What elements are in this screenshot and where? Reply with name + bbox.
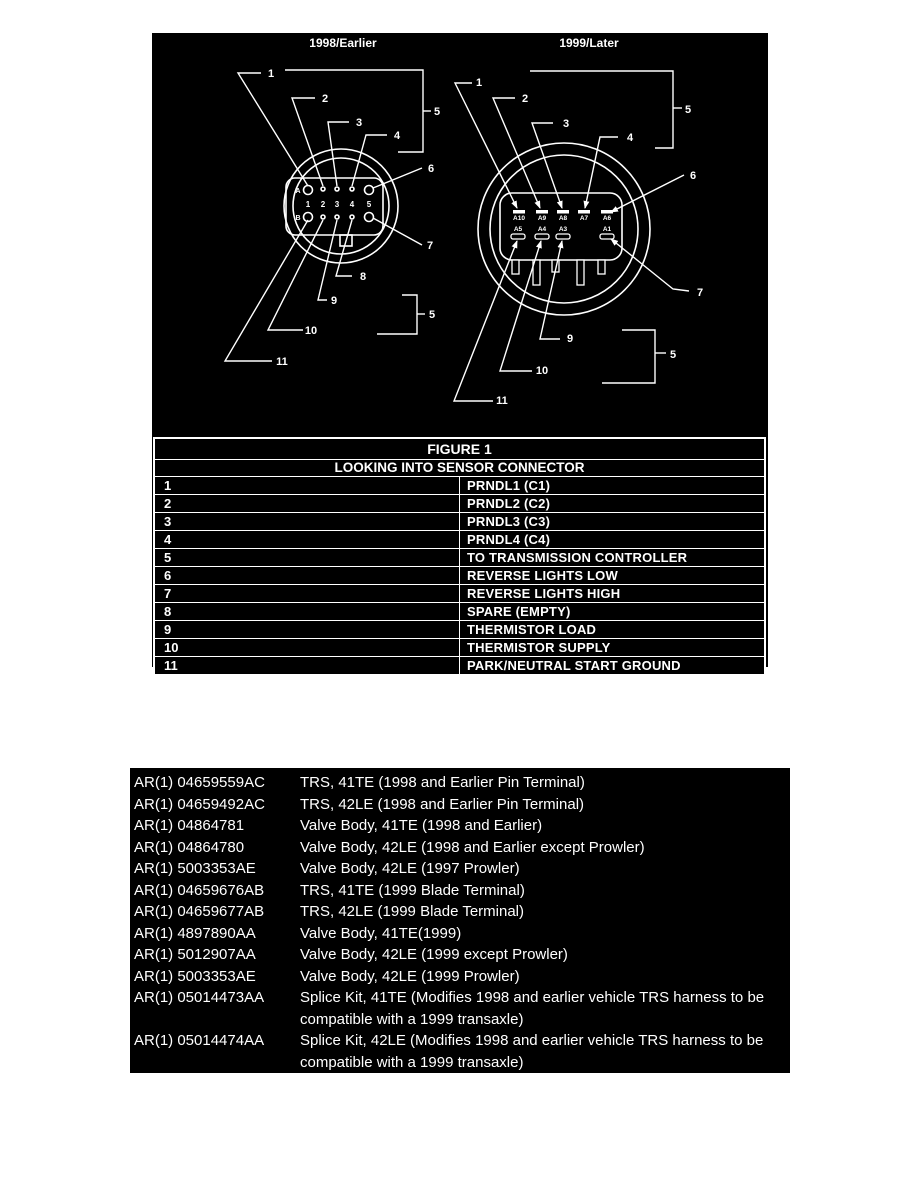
parts-table — [134, 772, 786, 1073]
pin-number: 6 — [154, 567, 460, 585]
parts-row — [134, 1030, 786, 1073]
part-description: Valve Body, 41TE(1999) — [300, 924, 462, 942]
pin-function-table — [153, 437, 766, 676]
parts-row — [134, 923, 786, 945]
part-description: TRS, 42LE (1999 Blade Terminal) — [300, 903, 525, 920]
part-description: Valve Body, 42LE (1999 Prowler) — [300, 967, 520, 985]
pin-function: PRNDL3 (C3) — [460, 513, 766, 531]
pin-number: 9 — [154, 621, 460, 639]
part-number: 05014473AA — [177, 989, 265, 1006]
pin-function: PARK/NEUTRAL START GROUND — [460, 657, 766, 676]
pin-function: PRNDL4 (C4) — [460, 531, 766, 549]
pin-number: 5 — [154, 549, 460, 567]
callout-label: 11 — [276, 356, 288, 368]
parts-panel — [130, 768, 790, 1073]
table-row — [154, 531, 765, 549]
callout-label: 10 — [535, 365, 549, 377]
pin-number: 10 — [154, 639, 460, 657]
left-connector-pins-bottom — [304, 213, 374, 222]
parts-row — [134, 837, 786, 859]
pin-label: 4 — [349, 200, 355, 209]
part-number: 04864781 — [177, 817, 245, 834]
part-number-cell — [134, 794, 300, 816]
part-quantity: AR(1) — [134, 946, 174, 963]
parts-row — [134, 880, 786, 902]
table-title-row — [154, 438, 765, 460]
pin-label: A10 — [513, 215, 525, 222]
callout-label: 9 — [330, 295, 338, 307]
pin-function: REVERSE LIGHTS HIGH — [460, 585, 766, 603]
part-number: 04659492AC — [177, 795, 265, 813]
callout-label: 9 — [566, 333, 574, 345]
part-quantity: AR(1) — [134, 817, 174, 834]
left-connector-pins-top — [304, 186, 374, 195]
table-row — [154, 621, 765, 639]
callout-label: 4 — [626, 132, 634, 144]
pin-label: A1 — [602, 226, 612, 233]
pin-function: THERMISTOR SUPPLY — [460, 639, 766, 657]
part-quantity: AR(1) — [134, 860, 174, 877]
parts-row — [134, 987, 786, 1030]
right-connector-diagram — [454, 36, 703, 407]
pin-function: SPARE (EMPTY) — [460, 603, 766, 621]
pin-function: REVERSE LIGHTS LOW — [460, 567, 766, 585]
part-number: 5003353AE — [177, 860, 256, 877]
part-quantity: AR(1) — [134, 903, 174, 920]
callout-label: 6 — [689, 170, 697, 182]
parts-row — [134, 794, 786, 816]
pin-function: PRNDL2 (C2) — [460, 495, 766, 513]
callout-label: 1 — [475, 77, 483, 89]
table-row — [154, 639, 765, 657]
connector-diagram — [152, 33, 768, 437]
part-quantity: AR(1) — [134, 924, 174, 942]
callout-label: 11 — [496, 395, 508, 407]
part-description: Splice Kit, 42LE (Modifies 1998 and earlier vehicle TRS harness to be compatible with a 1999 transaxle) — [300, 1032, 764, 1071]
callout-label: 2 — [321, 93, 329, 105]
pin-label: 1 — [305, 200, 311, 209]
part-description: Valve Body, 41TE (1998 and Earlier) — [300, 817, 543, 834]
left-callout-lines — [225, 70, 434, 361]
pin-number: 7 — [154, 585, 460, 603]
parts-row — [134, 901, 786, 923]
pin-label: B — [295, 215, 301, 222]
part-description: TRS, 42LE (1998 and Earlier Pin Terminal) — [300, 795, 585, 813]
callout-label: 1 — [267, 68, 275, 80]
right-connector-blades-bottom — [511, 234, 614, 239]
part-number-cell — [134, 901, 300, 923]
table-subtitle-row — [154, 460, 765, 477]
part-quantity: AR(1) — [134, 838, 174, 856]
table-row — [154, 495, 765, 513]
figure-table-title: FIGURE 1 — [154, 438, 765, 460]
table-row — [154, 585, 765, 603]
part-description: Valve Body, 42LE (1998 and Earlier except Prowler) — [300, 838, 645, 856]
callout-label: 8 — [359, 271, 367, 283]
left-connector-diagram — [225, 36, 440, 368]
pin-function: THERMISTOR LOAD — [460, 621, 766, 639]
pin-label: A9 — [537, 215, 547, 222]
pin-function: TO TRANSMISSION CONTROLLER — [460, 549, 766, 567]
parts-row — [134, 966, 786, 988]
callout-label: 3 — [355, 117, 363, 129]
pin-label: A — [295, 188, 301, 195]
callout-label: 2 — [521, 93, 529, 105]
pin-label: A7 — [579, 215, 589, 222]
part-number: 04659676AB — [177, 881, 265, 899]
part-quantity: AR(1) — [134, 774, 174, 791]
callout-label: 6 — [427, 163, 435, 175]
callout-label: 7 — [696, 287, 704, 299]
callout-label: 7 — [426, 240, 434, 252]
table-row — [154, 549, 765, 567]
right-diagram-title: 1999/Later — [559, 36, 619, 50]
pin-function: PRNDL1 (C1) — [460, 477, 766, 495]
part-description: Valve Body, 42LE (1997 Prowler) — [300, 860, 520, 877]
right-callout-lines — [454, 71, 692, 401]
part-quantity: AR(1) — [134, 1032, 174, 1049]
part-description: Valve Body, 42LE (1999 except Prowler) — [300, 946, 568, 963]
part-number-cell — [134, 944, 300, 966]
part-number: 5012907AA — [177, 946, 256, 963]
figure-table-subtitle: LOOKING INTO SENSOR CONNECTOR — [154, 460, 765, 477]
callout-label: 4 — [393, 130, 401, 142]
part-number: 04659677AB — [177, 903, 265, 920]
part-number: 4897890AA — [177, 924, 256, 942]
pin-number: 8 — [154, 603, 460, 621]
part-number-cell — [134, 987, 300, 1030]
pin-number: 11 — [154, 657, 460, 676]
callout-label: 10 — [304, 325, 318, 337]
table-row — [154, 657, 765, 676]
table-row — [154, 513, 765, 531]
part-description: TRS, 41TE (1999 Blade Terminal) — [300, 881, 525, 899]
part-number-cell — [134, 1030, 300, 1073]
part-quantity: AR(1) — [134, 989, 174, 1006]
figure-panel — [152, 33, 768, 673]
right-connector-blades-top — [513, 210, 613, 214]
parts-row — [134, 815, 786, 837]
part-number: 5003353AE — [177, 967, 256, 985]
pin-label: A8 — [558, 215, 568, 222]
pin-label: 3 — [334, 200, 340, 209]
part-number-cell — [134, 837, 300, 859]
pin-label: 2 — [320, 200, 326, 209]
left-diagram-title: 1998/Earlier — [309, 36, 377, 50]
pin-label: 5 — [366, 200, 372, 209]
callout-label: 3 — [562, 118, 570, 130]
parts-row — [134, 858, 786, 880]
pin-number: 2 — [154, 495, 460, 513]
right-connector-keying-tabs — [512, 260, 605, 285]
part-number-cell — [134, 880, 300, 902]
callout-label: 5 — [670, 349, 677, 361]
callout-label: 5 — [434, 106, 441, 118]
part-number-cell — [134, 923, 300, 945]
parts-row — [134, 944, 786, 966]
pin-number: 4 — [154, 531, 460, 549]
part-description: TRS, 41TE (1998 and Earlier Pin Terminal) — [300, 774, 585, 791]
part-number: 05014474AA — [177, 1032, 265, 1049]
part-quantity: AR(1) — [134, 967, 174, 985]
part-number-cell — [134, 966, 300, 988]
pin-label: A4 — [537, 226, 547, 233]
pin-number: 1 — [154, 477, 460, 495]
part-quantity: AR(1) — [134, 881, 174, 899]
pin-label: A3 — [558, 226, 568, 233]
part-number: 04864780 — [177, 838, 245, 856]
part-number-cell — [134, 858, 300, 880]
callout-label: 5 — [429, 309, 436, 321]
pin-label: A5 — [513, 226, 523, 233]
pin-label: A6 — [602, 215, 612, 222]
part-description: Splice Kit, 41TE (Modifies 1998 and earlier vehicle TRS harness to be compatible with a 1999 transaxle) — [300, 989, 765, 1028]
table-row — [154, 603, 765, 621]
callout-label: 5 — [685, 104, 692, 116]
part-number: 04659559AC — [177, 774, 265, 791]
right-callout-labels — [476, 77, 703, 407]
pin-number: 3 — [154, 513, 460, 531]
part-number-cell — [134, 815, 300, 837]
table-row — [154, 567, 765, 585]
parts-row — [134, 772, 786, 794]
table-row — [154, 477, 765, 495]
part-quantity: AR(1) — [134, 795, 174, 813]
part-number-cell — [134, 772, 300, 794]
